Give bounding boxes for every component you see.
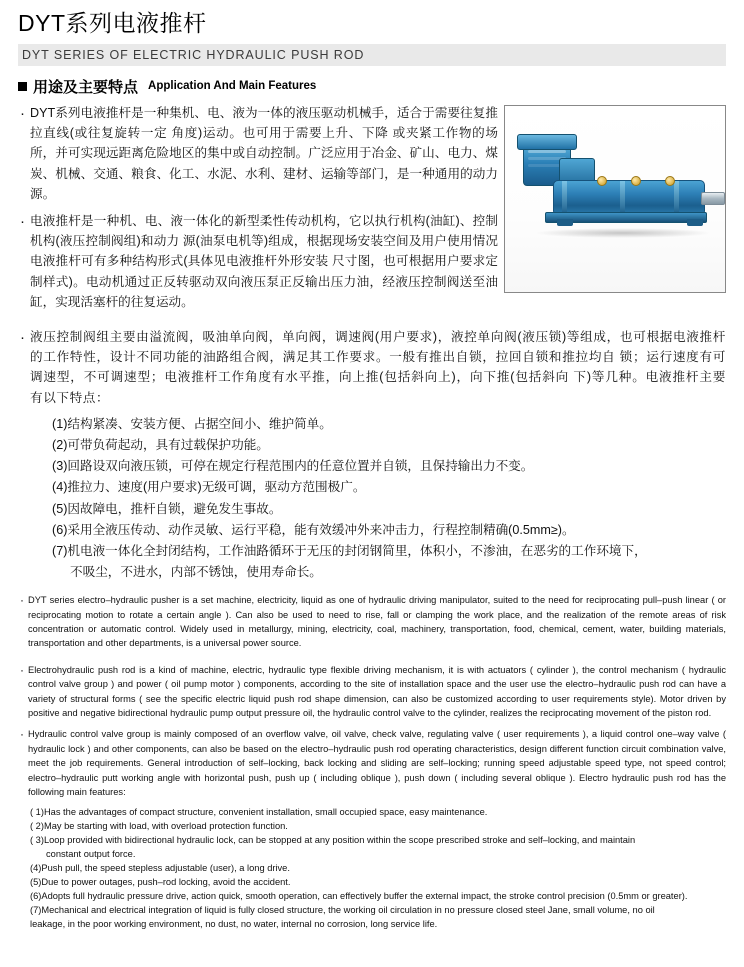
list-item: (2)可带负荷起动，具有过载保护功能。: [52, 438, 269, 453]
list-item: ( 1)Has the advantages of compact structure, convenient installation, small occupied space, easy maintenance.: [30, 807, 488, 818]
list-item: (3)回路设双向液压锁，可停在规定行程范围内的任意位置并自锁，且保持输出力不变。: [52, 459, 534, 474]
valve-knob-icon: [631, 176, 641, 186]
list-item: (6)Adopts full hydraulic pressure drive, action quick, smooth operation, can effectively buffer the external impact, the stroke control precision (0.5mm or greater).: [30, 891, 688, 902]
product-photo: [504, 105, 726, 293]
list-item-continuation: [30, 848, 726, 862]
cylinder-ring-icon: [620, 181, 625, 215]
cn-paragraph-3: · 液压控制阀组主要由溢流阀，吸油单向阀，单向阀，调速阀(用户要求)，液控单向阀(液压锁)等组成，也可根据电液推杆的工作特性，设计不同功能的油路组合阀，满足其工作要求。一般有推出自锁，拉回自锁和推拉均自 锁；运行速度有可调速型，不可调速型；电液推杆工作角度有水平推，向上推(包括斜向上)，向下推(包括斜向 下)等几种。电液推杆主要有以下特点：: [18, 327, 726, 409]
list-item: (5)Due to power outages, push–rod locking, avoid the accident.: [30, 877, 291, 888]
cn-paragraph-2: · 电液推杆是一种机、电、液一体化的新型柔性传动机构，它以执行机构(油缸)、控制机构(液压控制阀组)和动力 源(油泵电机等)组成，根据现场安装空间及用户使用情况电液推杆可有多种结构形式(具体见电液推杆外形安装 尺寸图，也可根据用户要求定制样式)。电动机通过正反转驱动双向液压泵正反输出压力油，经液压控制阀送至油缸，实现活塞杆的往复运动。: [18, 211, 498, 313]
features-cn-block: [0, 319, 744, 583]
list-item: (7)机电液一体化全封闭结构，工作油路循环于无压的封闭钢简里，体积小，不渗油，在恶劣的工作环境下，: [52, 543, 647, 558]
intro-text: [18, 103, 498, 319]
valve-knob-icon: [665, 176, 675, 186]
list-item-continuation: leakage, in the poor working environment, no dust, no water, internal no corrosion, long service life.: [30, 918, 438, 929]
motor-cap-icon: [517, 134, 577, 150]
list-item-continuation: 不吸尘，不进水，内部不锈蚀，使用寿命长。: [70, 565, 322, 580]
page-title-en: DYT SERIES OF ELECTRIC HYDRAULIC PUSH ROD: [18, 44, 726, 66]
en-paragraph-2: · Electrohydraulic push rod is a kind of machine, electric, hydraulic type flexible driving mechanism, it is with actuators ( cylinder ), the control mechanism ( hydraulic control valve group ) and power ( oil pump motor ) components, according to the site of installation space and the user use the electro–hydraulic push rod can have a variety of structural forms ( see the specific electric liquid push rod shape dimension, can also be customized according to user requirements style). Motor driven by positive and negative bidirectional hydraulic pump output pressure oil, the hydraulic control valve to the cylinder, realizes the reciprocating movement of the piston rod.: [18, 663, 726, 721]
photo-shadow: [535, 228, 711, 238]
bullet-square-icon: [18, 82, 27, 91]
cylinder-ring-icon: [674, 181, 679, 215]
list-item-continuation-text: constant output force.: [46, 849, 136, 860]
cylinder-ring-icon: [562, 181, 567, 215]
en-paragraph-1: · DYT series electro–hydraulic pusher is a set machine, electricity, liquid as one of hydraulic driving manipulator, suited to the need for reciprocating pull–push linear ( or reciprocating motion to rotate a certain angle ). Can also be used to need to rise, fall or clamping the work place, and the realization of the remote areas of risk concentration or automatic control. Widely used in metallurgy, mining, electricity, coal, machinery, transportation, food, chemical, cement, water, building materials, transportation and other departments, is a universal power source.: [18, 593, 726, 651]
section-heading-en: Application And Main Features: [148, 80, 317, 93]
valve-knob-icon: [597, 176, 607, 186]
cylinder-icon: [553, 180, 705, 216]
page-title-cn: DYT系列电液推杆: [18, 10, 207, 36]
intro-block: [0, 103, 744, 319]
en-feature-list: [18, 806, 726, 931]
list-item: (1)结构紧凑、安装方便、占据空间小、维护简单。: [52, 417, 332, 432]
cn-paragraph-1: · DYT系列电液推杆是一种集机、电、液为一体的液压驱动机械手，适合于需要往复推拉直线(或往复旋转一定 角度)运动。也可用于需要上升、下降 或夹紧工作物的场所，并可实现远距离危险地区的集中或自动控制。广泛应用于冶金、矿山、电力、煤炭、机械、交通、粮食、化工、水泥、水利、建材、运输等部门，是一种通用的动力源。: [18, 103, 498, 205]
piston-rod-icon: [701, 192, 725, 205]
section-heading-cn: 用途及主要特点: [33, 78, 139, 96]
product-image-wrapper: [504, 105, 726, 293]
list-item: ( 3)Loop provided with bidirectional hydraulic lock, can be stopped at any position within the scope prescribed stroke and self–locking, and maintain: [30, 835, 636, 846]
list-item: ( 2)May be starting with load, with overload protection function.: [30, 821, 288, 832]
mount-foot-icon: [557, 219, 573, 226]
mount-foot-icon: [687, 219, 703, 226]
list-item: (4)推拉力、速度(用户要求)无级可调，驱动方范围极广。: [52, 480, 366, 495]
en-paragraph-3: · Hydraulic control valve group is mainly composed of an overflow valve, oil valve, check valve, regulating valve ( user requirements ), a liquid control one–way valve ( hydraulic lock ) and other components, can also be based on the electro–hydraulic push rod operating characteristics, design different function circuit combination valve, meet the job requirements. General introduction of self–locking, back locking and sliding are self–locking; running speed adjustable speed type, not speed control; electro–hydraulic putt working angle with horizontal push, push up ( including oblique ), push down ( including several oblique ). Electro hydraulic push rod has the following main features:: [18, 727, 726, 799]
list-item: (7)Mechanical and electrical integration of liquid is fully closed structure, the working oil circulation in no pressure closed steel Jane, small volume, no oil: [30, 905, 655, 916]
list-item: (6)采用全液压传动、动作灵敏、运行平稳，能有效缓冲外来冲击力，行程控制精确(0.5mm≥)。: [52, 522, 575, 537]
list-item: (4)Push pull, the speed stepless adjustable (user), a long drive.: [30, 863, 290, 874]
list-item: (5)因故障电，推杆自锁，避免发生事故。: [52, 501, 282, 516]
features-en-block: [0, 583, 744, 932]
cn-feature-list: [18, 414, 726, 582]
section-heading: [0, 76, 744, 97]
document-header: [0, 0, 744, 66]
